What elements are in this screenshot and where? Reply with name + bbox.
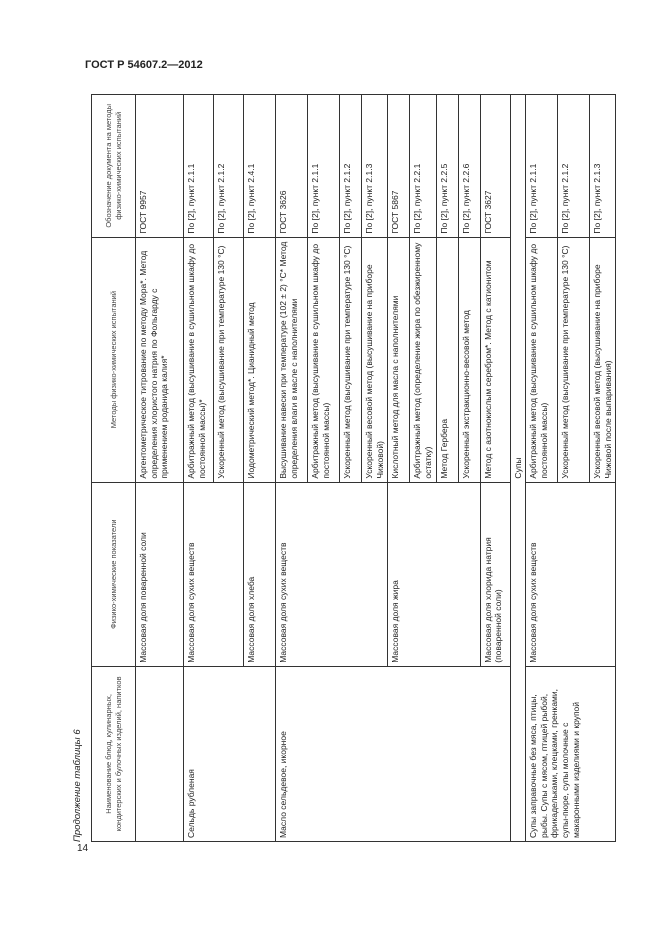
table-header-row [92, 95, 136, 842]
table-cell: Массовая доля сухих веществ [526, 482, 616, 666]
table-row [184, 95, 214, 842]
table-row [136, 95, 184, 842]
table-cell: ГОСТ 9957 [136, 95, 184, 238]
document-header: ГОСТ Р 54607.2—2012 [85, 59, 203, 71]
table-cell: Массовая доля жира [388, 482, 480, 666]
section-title: Супы [510, 95, 526, 842]
table-cell: Арбитражный метод (определение жира по обезжиренному остатку) [410, 237, 436, 482]
table-cell: По [2], пункт 2.1.1 [308, 95, 340, 238]
table-cell: Ускоренный метод (высушивание при температуре 130 °С) [340, 237, 362, 482]
table-cell: Ускоренный весовой метод (высушивание на приборе Чижовой после выпаривания) [590, 237, 616, 482]
table-cell: По [2], пункт 2.4.1 [244, 95, 276, 238]
table-cell: Ускоренный весовой метод (высушивание на приборе Чижовой) [362, 237, 388, 482]
table-cell: Массовая доля сухих веществ [184, 482, 244, 666]
table-cell: ГОСТ 3627 [480, 95, 510, 238]
table-cell: По [2], пункт 2.2.5 [436, 95, 458, 238]
column-header: Методы физико-химических испытаний [92, 237, 136, 482]
table-continuation-label: Продолжение таблицы 6 [72, 729, 83, 842]
table-cell: Арбитражный метод (высушивание в сушильном шкафу до постоянной массы)* [184, 237, 214, 482]
table-cell: По [2], пункт 2.1.1 [526, 95, 558, 238]
table-cell: Ускоренный метод (высушивание при температуре 130 °С) [214, 237, 244, 482]
table-cell: По [2], пункт 2.1.2 [558, 95, 590, 238]
table-cell: Супы заправочные без мяса, птицы, рыбы. Супы с мясом, птицей рыбой, фрикадельками, клецками, гренками, супы-пюре, супы молочные с макаронными изделиями и крупой [526, 666, 616, 841]
table-cell: ГОСТ 3626 [276, 95, 308, 238]
table-cell: По [2], пункт 2.1.2 [214, 95, 244, 238]
table-row [276, 95, 308, 842]
table-cell: Ускоренный экстракционно-весовой метод [458, 237, 480, 482]
table-cell: Арбитражный метод (высушивание в сушильном шкафу до постоянной массы) [526, 237, 558, 482]
column-header: Обозначение документа на методы физико-химических испытаний [92, 95, 136, 238]
table-cell: Аргентометрическое титрование по методу Мора*. Метод определения хлористого натрия по Фольгарду с применением роданида калия* [136, 237, 184, 482]
table-cell: Массовая доля хлеба [244, 482, 276, 666]
table-cell: Сельдь рубленая [184, 666, 276, 841]
table-cell: Кислотный метод для масла с наполнителями [388, 237, 410, 482]
table-cell: По [2], пункт 2.1.3 [362, 95, 388, 238]
column-header: Наименование блюд, кулинарных, кондитерских и булочных изделий, напитков [92, 666, 136, 841]
table-cell: Масло сельдевое, икорное [276, 666, 511, 841]
table-cell: По [2], пункт 2.1.1 [184, 95, 214, 238]
rotated-table [91, 94, 613, 842]
methods-table [91, 94, 616, 842]
table-cell [136, 666, 184, 841]
table-cell: Метод Гербера [436, 237, 458, 482]
table-cell: Арбитражный метод (высушивание в сушильном шкафу до постоянной массы) [308, 237, 340, 482]
section-row [510, 95, 526, 842]
table-cell: Ускоренный метод (высушивание при температуре 130 °С) [558, 237, 590, 482]
column-header: Физико-химические показатели [92, 482, 136, 666]
table-cell: ГОСТ 5867 [388, 95, 410, 238]
table-cell: По [2], пункт 2.1.3 [590, 95, 616, 238]
table-cell: Массовая доля хлорида натрия (поваренной соли) [480, 482, 510, 666]
table-cell: По [2], пункт 2.2.6 [458, 95, 480, 238]
table-cell: Иодометрический метод*. Цианидный метод [244, 237, 276, 482]
table-row [526, 95, 558, 842]
table-cell: Массовая доля поваренной соли [136, 482, 184, 666]
table-cell: Высушивание навески при температуре (102 ± 2) °С* Метод определения влаги в масле с наполнителями [276, 237, 308, 482]
table-cell: Метод с азотнокислым серебром*. Метод с катионитом [480, 237, 510, 482]
table-cell: По [2], пункт 2.2.1 [410, 95, 436, 238]
table-cell: Массовая доля сухих веществ [276, 482, 388, 666]
page-number: 14 [77, 843, 89, 854]
table-cell: По [2], пункт 2.1.2 [340, 95, 362, 238]
